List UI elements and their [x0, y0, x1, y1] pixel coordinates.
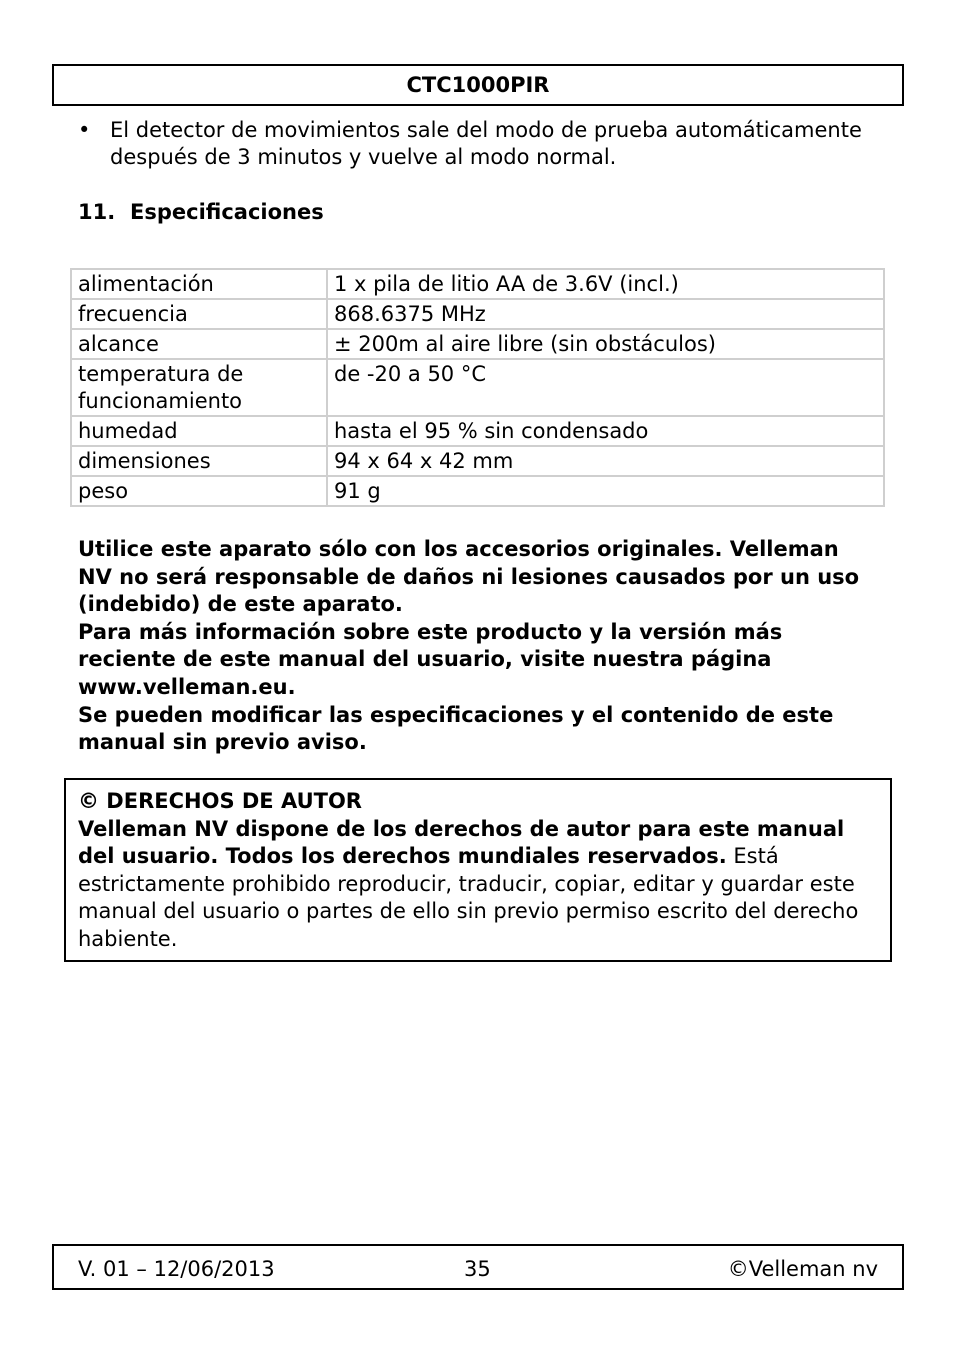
- copyright-normal-text: Está estrictamente prohibido reproducir, traducir, copiar, editar y guardar este manual del usuario o partes de ello sin previo permiso escrito del derecho habiente.: [78, 844, 859, 951]
- bullet-text: El detector de movimientos sale del modo de prueba automáticamente después de 3 minutos y vuelve al modo normal.: [110, 118, 862, 169]
- copyright-title: © DERECHOS DE AUTOR: [78, 789, 362, 813]
- table-row: [71, 269, 884, 299]
- copyright-box: [64, 778, 892, 962]
- notice-changes: Se pueden modificar las especificaciones y el contenido de este manual sin previo aviso.: [78, 702, 834, 755]
- table-row: [71, 446, 884, 476]
- table-row: [71, 416, 884, 446]
- bullet-icon: •: [78, 118, 91, 142]
- model-title: CTC1000PIR: [406, 73, 550, 97]
- section-title: Especificaciones: [130, 200, 324, 224]
- list-item: [78, 117, 898, 171]
- spec-label: alcance: [71, 329, 327, 359]
- spec-value: ± 200m al aire libre (sin obstáculos): [327, 329, 884, 359]
- copyright-text: [78, 816, 878, 954]
- bullet-list: [78, 117, 898, 171]
- notice-more-info: Para más información sobre este producto y la versión más reciente de este manual del usuario, visite nuestra página www.velleman.eu.: [78, 619, 783, 699]
- notice-accessories: Utilice este aparato sólo con los accesorios originales. Velleman NV no será responsable de daños ni lesiones causados por un uso (indebido) de este aparato.: [78, 537, 860, 617]
- spec-value: 91 g: [327, 476, 884, 506]
- table-row: [71, 329, 884, 359]
- footer-brand: ©Velleman nv: [727, 1257, 878, 1281]
- spec-value: 94 x 64 x 42 mm: [327, 446, 884, 476]
- copyright-bold-text: Velleman NV dispone de los derechos de autor para este manual del usuario. Todos los derechos mundiales reservados.: [78, 816, 845, 869]
- section-number: 11.: [78, 200, 116, 224]
- page-number: 35: [464, 1257, 491, 1281]
- version-date: V. 01 – 12/06/2013: [78, 1257, 275, 1281]
- spec-value: hasta el 95 % sin condensado: [327, 416, 884, 446]
- table-row: [71, 359, 884, 416]
- spec-label: alimentación: [71, 269, 327, 299]
- spec-label: frecuencia: [71, 299, 327, 329]
- spec-value: 868.6375 MHz: [327, 299, 884, 329]
- specifications-table: [70, 268, 885, 507]
- spec-value: 1 x pila de litio AA de 3.6V (incl.): [327, 269, 884, 299]
- spec-label: temperatura de funcionamiento: [71, 359, 327, 416]
- spec-label: dimensiones: [71, 446, 327, 476]
- spec-label: humedad: [71, 416, 327, 446]
- table-row: [71, 299, 884, 329]
- table-row: [71, 476, 884, 506]
- usage-notice: [78, 536, 878, 757]
- spec-label: peso: [71, 476, 327, 506]
- page-header: [52, 64, 904, 106]
- section-heading: [78, 199, 324, 226]
- page-footer: [52, 1244, 904, 1290]
- spec-value: de -20 a 50 °C: [327, 359, 884, 416]
